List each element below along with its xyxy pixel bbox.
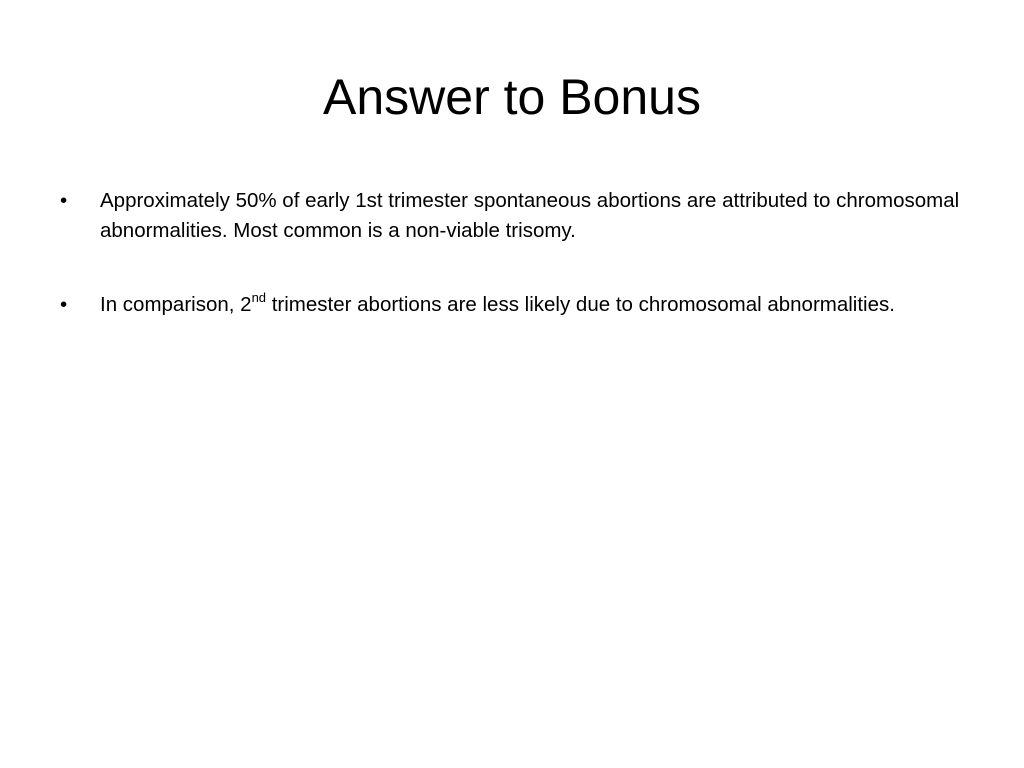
- bullet-list: [60, 186, 960, 364]
- bullet-text-1: Approximately 50% of early 1st trimester spontaneous abortions are attributed to chromosomal abnormalities. Most common is a non-viable trisomy.: [100, 189, 960, 242]
- bullet-item-2: [60, 290, 960, 320]
- ordinal-superscript: nd: [251, 290, 267, 306]
- bullet-text-2-prefix: In comparison, 2: [100, 293, 252, 316]
- bullet-text-2-suffix: trimester abortions are less likely due to chromosomal abnormalities.: [266, 293, 895, 316]
- bullet-item-1: [60, 186, 960, 246]
- bullet-text-2: [100, 290, 895, 316]
- bullet-icon: •: [60, 189, 68, 212]
- slide-title: Answer to Bonus: [323, 69, 701, 125]
- bullet-icon: •: [60, 293, 68, 316]
